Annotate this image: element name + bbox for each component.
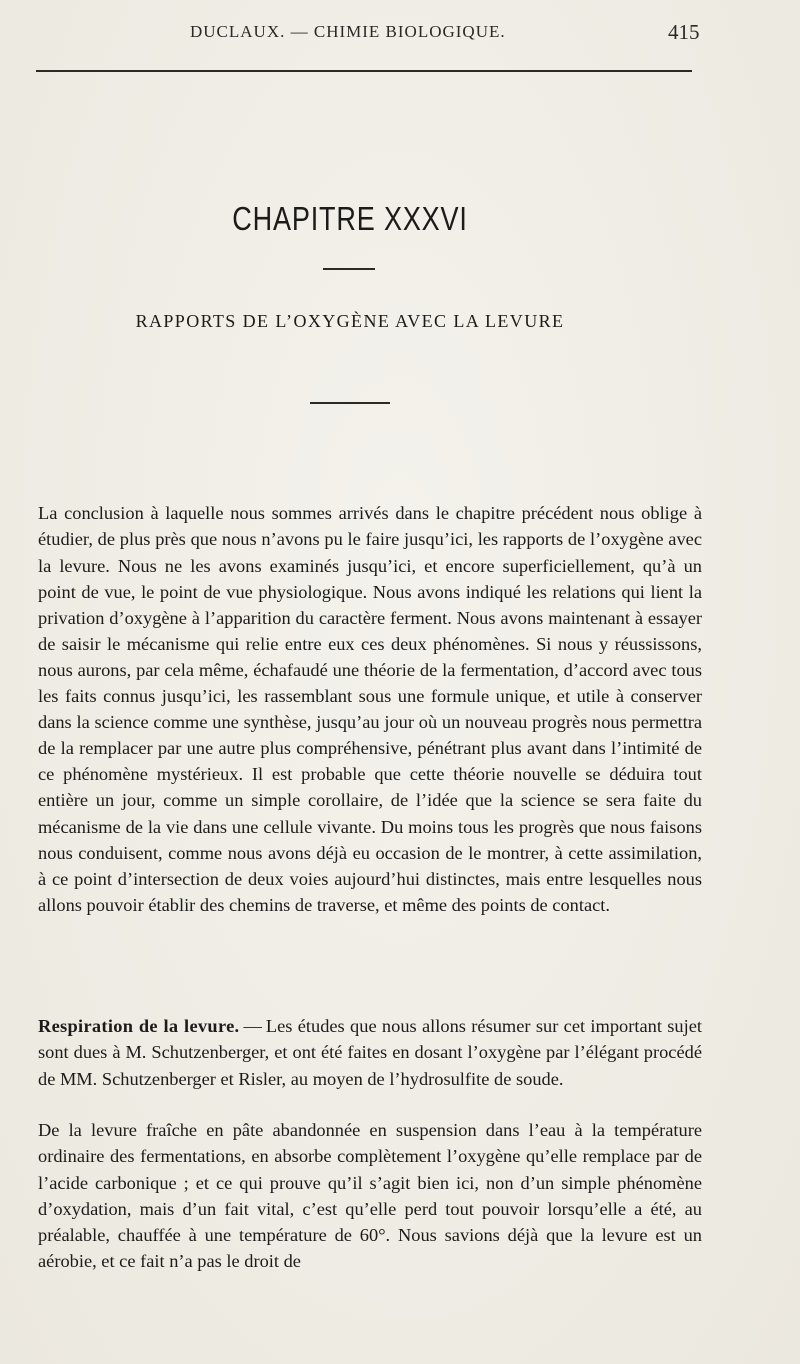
- paragraph-respiration-text: Les études que nous allons résumer sur cet important sujet sont dues à M. Schutzenberger, et ont été faites en dosant l’oxygène par l’élégant procédé de MM. Schutzenberger et Risler, au moyen de l’hydrosulfite de soude.: [38, 1016, 702, 1089]
- chapter-subtitle: RAPPORTS DE L’OXYGÈNE AVEC LA LEVURE: [135, 311, 565, 331]
- paragraph-respiration: [38, 1013, 702, 1091]
- title-separator-rule: [323, 268, 375, 270]
- subtitle-separator-rule: [310, 402, 390, 404]
- page-number: 415: [668, 20, 700, 44]
- chapter-title: CHAPITRE XXXVI: [232, 200, 468, 237]
- em-dash: —: [243, 1016, 262, 1037]
- running-head: DUCLAUX. — CHIMIE BIOLOGIQUE.: [190, 22, 506, 41]
- paragraph-fresh-yeast: De la levure fraîche en pâte abandonnée en suspension dans l’eau à la température ordinaire des fermentations, en absorbe complètement l’oxygène qu’elle remplace par de l’acide carbonique ; et ce qui prouve qu’il s’agit bien ici, non d’un simple phénomène d’oxydation, mais d’un fait vital, c’est qu’elle perd tout pouvoir lorsqu’elle a été, au préalable, chauffée à une température de 60°. Nous savions déjà que la levure est un aérobie, et ce fait n’a pas le droit de: [38, 1120, 702, 1271]
- paragraph-introduction: La conclusion à laquelle nous sommes arrivés dans le chapitre précédent nous oblige à étudier, de plus près que nous n’avons pu le faire jusqu’ici, les rapports de l’oxygène avec la levure. Nous ne les avons examinés jusqu’ici, et encore superficiellement, qu’à un point de vue, le point de vue physiologique. Nous avons indiqué les relations qui lient la privation d’oxygène à l’apparition du caractère ferment. Nous avons maintenant à essayer de saisir le mécanisme qui relie entre eux ces deux phénomènes. Si nous y réussissons, nous aurons, par cela même, échafaudé une théorie de la fermentation, d’accord avec tous les faits connus jusqu’ici, les rassemblant sous une formule unique, et utile à conserver dans la science comme une synthèse, jusqu’au jour où un nouveau progrès nous permettra de la remplacer par une autre plus compréhensive, pénétrant plus avant dans l’intimité de ce phénomène mystérieux. Il est probable que cette théorie nouvelle se déduira tout entière un jour, comme un simple corollaire, de l’idée que la science se sera faite du mécanisme de la vie dans une cellule vivante. Du moins tous les progrès que nous faisons nous conduisent, comme nous avons déjà eu occasion de le montrer, à cette assimilation, à ce point d’intersection de deux voies aujourd’hui distinctes, mais entre lesquelles nous allons pouvoir établir des chemins de traverse, et même des points de contact.: [38, 503, 702, 915]
- section-run-in-heading: Respiration de la levure.: [38, 1016, 240, 1037]
- header-rule: [36, 70, 692, 72]
